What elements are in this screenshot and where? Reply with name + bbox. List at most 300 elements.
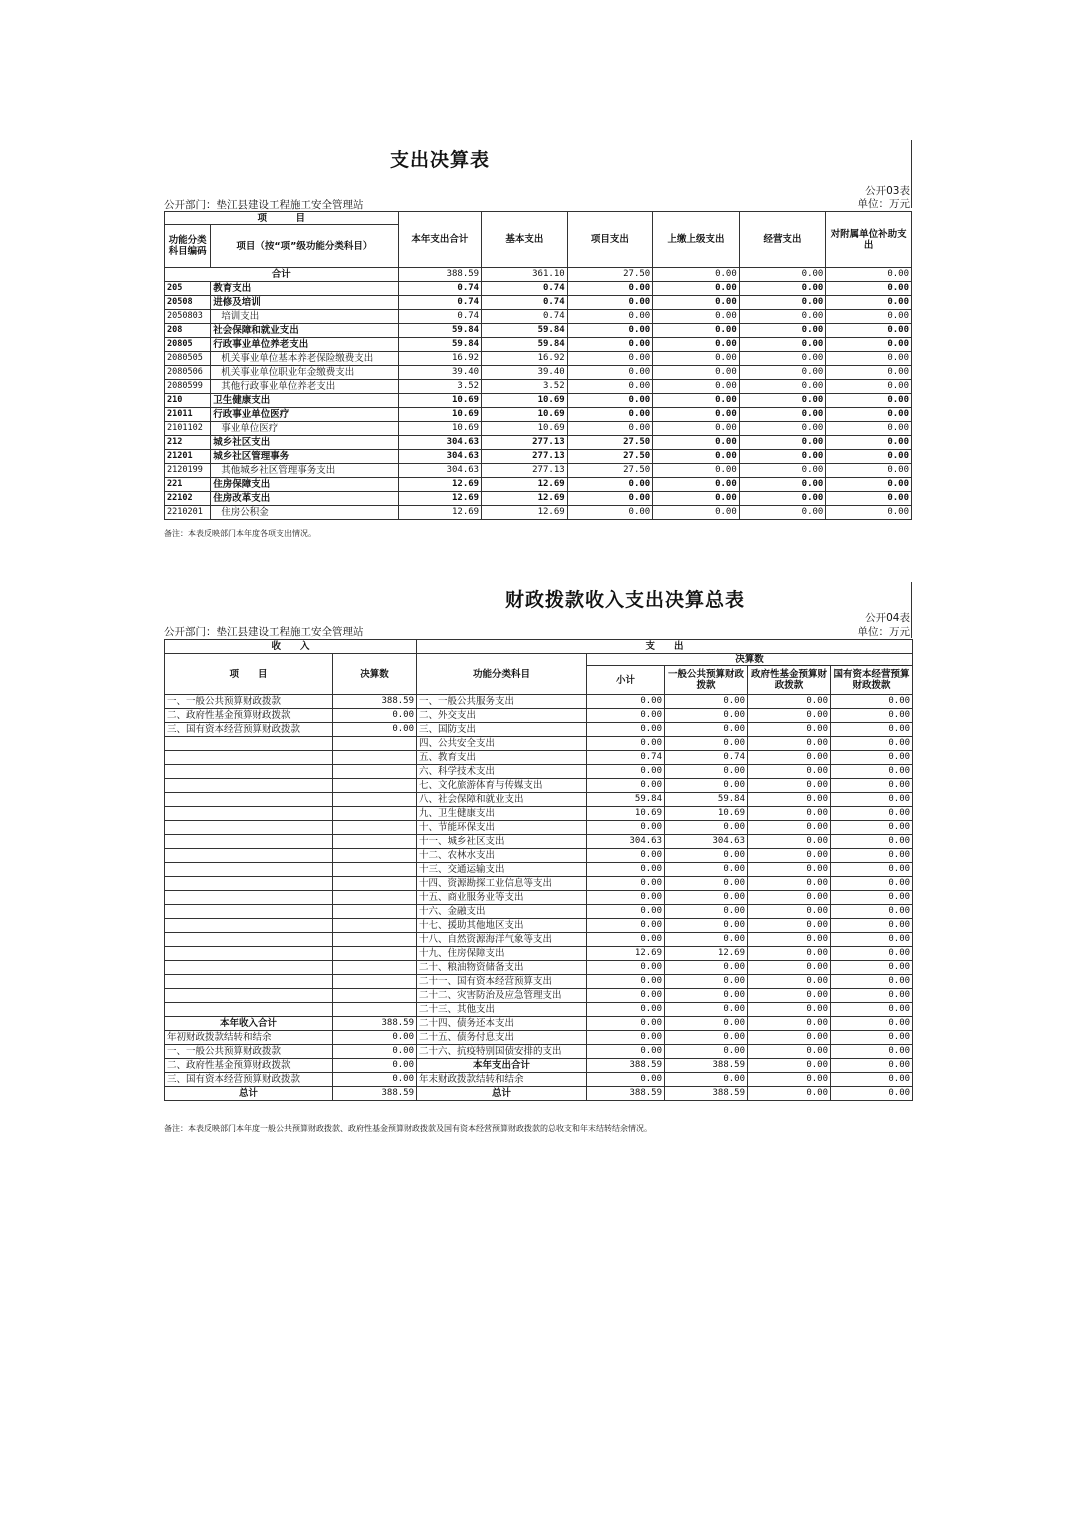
- income-value: 0.00: [333, 1045, 417, 1059]
- table3-note: 备注：本表反映部门本年度各项支出情况。: [164, 529, 316, 538]
- cell: 388.59: [587, 1087, 665, 1101]
- cell: 0.00: [653, 352, 740, 366]
- cell: 0.00: [587, 849, 665, 863]
- row-name: 事业单位医疗: [211, 422, 398, 436]
- table-row: [165, 1045, 913, 1059]
- cell: 0.00: [587, 1017, 665, 1031]
- table-row: [165, 793, 913, 807]
- cell: 0.00: [567, 338, 653, 352]
- cell: 0.00: [748, 849, 831, 863]
- cell: 0.00: [587, 765, 665, 779]
- cell: 59.84: [587, 793, 665, 807]
- cell: 0.00: [653, 422, 740, 436]
- cell: 0.00: [831, 961, 913, 975]
- cell: 277.13: [482, 436, 568, 450]
- cell: 0.00: [748, 835, 831, 849]
- cell: 0.74: [665, 751, 748, 765]
- cell: 0.00: [748, 877, 831, 891]
- page-edge-line: [911, 582, 912, 638]
- income-item: 三、国有资本经营预算财政拨款: [165, 1073, 333, 1087]
- cell: 0.74: [482, 310, 568, 324]
- row-code: 22102: [165, 492, 211, 506]
- income-value: [333, 821, 417, 835]
- cell: 0.00: [831, 807, 913, 821]
- table4-unit: 单位：万元: [857, 626, 910, 638]
- income-item: [165, 751, 333, 765]
- cell: 0.00: [831, 1073, 913, 1087]
- header-income: 收 入: [165, 640, 417, 654]
- cell: 0.74: [482, 282, 568, 296]
- income-item: 三、国有资本经营预算财政拨款: [165, 723, 333, 737]
- cell: 0.00: [567, 422, 653, 436]
- cell: 3.52: [482, 380, 568, 394]
- table-row: [165, 282, 912, 296]
- row-name: 城乡社区管理事务: [211, 450, 398, 464]
- table-row: [165, 478, 912, 492]
- expense-item: 六、科学技术支出: [417, 765, 587, 779]
- cell: 0.00: [831, 1017, 913, 1031]
- expenditure-table: [164, 211, 912, 520]
- cell: 0.00: [587, 709, 665, 723]
- cell: 0.00: [587, 695, 665, 709]
- cell: 0.00: [665, 989, 748, 1003]
- expense-item: 十八、自然资源海洋气象等支出: [417, 933, 587, 947]
- cell: 361.10: [482, 268, 568, 282]
- cell: 0.00: [826, 492, 912, 506]
- cell: 0.74: [587, 751, 665, 765]
- cell: 304.63: [665, 835, 748, 849]
- cell: 0.00: [748, 695, 831, 709]
- income-item: [165, 933, 333, 947]
- cell: 0.00: [831, 891, 913, 905]
- income-value: [333, 793, 417, 807]
- expense-item: 二、外交支出: [417, 709, 587, 723]
- cell: 0.00: [831, 779, 913, 793]
- income-item: [165, 1003, 333, 1017]
- cell: 0.00: [587, 933, 665, 947]
- cell: 12.69: [482, 492, 568, 506]
- table-row: [165, 1003, 913, 1017]
- cell: 0.00: [665, 919, 748, 933]
- cell: 0.00: [739, 366, 826, 380]
- income-value: [333, 905, 417, 919]
- cell: 0.00: [665, 821, 748, 835]
- table-row: [165, 975, 913, 989]
- table-row: [165, 765, 913, 779]
- cell: 0.00: [748, 751, 831, 765]
- row-code: 205: [165, 282, 211, 296]
- cell: 0.00: [739, 324, 826, 338]
- expense-item: 总计: [417, 1087, 587, 1101]
- row-code: 2101102: [165, 422, 211, 436]
- row-code: 2120199: [165, 464, 211, 478]
- row-code: 21011: [165, 408, 211, 422]
- cell: 0.00: [831, 765, 913, 779]
- table4-dept: 公开部门：垫江县建设工程施工安全管理站: [164, 626, 364, 638]
- table-row: [165, 324, 912, 338]
- expense-item: 十三、交通运输支出: [417, 863, 587, 877]
- cell: 0.00: [826, 506, 912, 520]
- header-basic: 基本支出: [482, 212, 568, 268]
- cell: 0.00: [748, 807, 831, 821]
- income-item: [165, 961, 333, 975]
- expense-item: 二十二、灾害防治及应急管理支出: [417, 989, 587, 1003]
- cell: 16.92: [482, 352, 568, 366]
- header-project: 项 目: [165, 212, 399, 225]
- income-value: [333, 863, 417, 877]
- cell: 0.00: [748, 1003, 831, 1017]
- cell: 0.00: [748, 919, 831, 933]
- header-subsidy: 对附属单位补助支出: [826, 212, 912, 268]
- income-value: 0.00: [333, 723, 417, 737]
- cell: 0.00: [739, 380, 826, 394]
- header-fund: 政府性基金预算财政拨款: [748, 666, 831, 695]
- cell: 12.69: [665, 947, 748, 961]
- header-general: 一般公共预算财政拨款: [665, 666, 748, 695]
- expense-item: 十一、城乡社区支出: [417, 835, 587, 849]
- cell: 59.84: [665, 793, 748, 807]
- income-item: [165, 765, 333, 779]
- cell: 0.00: [831, 751, 913, 765]
- cell: 0.00: [748, 709, 831, 723]
- cell: 0.00: [653, 380, 740, 394]
- table-row: [165, 933, 913, 947]
- cell: 0.00: [653, 492, 740, 506]
- cell: 12.69: [587, 947, 665, 961]
- table4-note: 备注：本表反映部门本年度一般公共预算财政拨款、政府性基金预算财政拨款及国有资本经营预算财政拨款的总收支和年末结转结余情况。: [164, 1124, 652, 1133]
- income-value: [333, 919, 417, 933]
- cell: 388.59: [398, 268, 482, 282]
- cell: 0.00: [739, 464, 826, 478]
- cell: 0.00: [748, 1017, 831, 1031]
- header-amount: 决算数: [333, 654, 417, 695]
- cell: 0.00: [739, 282, 826, 296]
- cell: 0.00: [567, 394, 653, 408]
- header-func: 功能分类科目: [417, 654, 587, 695]
- table-row: [165, 947, 913, 961]
- cell: 10.69: [665, 807, 748, 821]
- cell: 59.84: [482, 338, 568, 352]
- cell: 0.00: [826, 324, 912, 338]
- cell: 0.00: [665, 723, 748, 737]
- table-row: [165, 422, 912, 436]
- cell: 0.00: [587, 723, 665, 737]
- table-row: [165, 310, 912, 324]
- cell: 0.00: [587, 989, 665, 1003]
- row-name: 机关事业单位基本养老保险缴费支出: [211, 352, 398, 366]
- cell: 0.00: [739, 394, 826, 408]
- cell: 0.00: [826, 436, 912, 450]
- cell: 0.00: [665, 849, 748, 863]
- row-name: 行政事业单位养老支出: [211, 338, 398, 352]
- cell: 0.00: [587, 891, 665, 905]
- cell: 0.74: [482, 296, 568, 310]
- cell: 0.00: [826, 282, 912, 296]
- cell: 0.00: [739, 478, 826, 492]
- income-item: 二、政府性基金预算财政拨款: [165, 709, 333, 723]
- expense-item: 二十四、债务还本支出: [417, 1017, 587, 1031]
- expense-item: 十九、住房保障支出: [417, 947, 587, 961]
- income-item: 总计: [165, 1087, 333, 1101]
- expense-item: 十五、商业服务业等支出: [417, 891, 587, 905]
- table-row: [165, 394, 912, 408]
- cell: 0.00: [665, 1003, 748, 1017]
- cell: 0.00: [831, 1045, 913, 1059]
- row-name: 培训支出: [211, 310, 398, 324]
- cell: 0.00: [831, 947, 913, 961]
- income-value: 0.00: [333, 1073, 417, 1087]
- income-item: [165, 863, 333, 877]
- table-row: [165, 919, 913, 933]
- table-row: [165, 1031, 913, 1045]
- cell: 0.00: [653, 408, 740, 422]
- cell: 0.00: [826, 296, 912, 310]
- cell: 12.69: [398, 506, 482, 520]
- row-name: 教育支出: [211, 282, 398, 296]
- income-item: [165, 807, 333, 821]
- header-code: 功能分类科目编码: [165, 225, 211, 268]
- cell: 0.00: [831, 849, 913, 863]
- total-label: 合计: [165, 268, 399, 282]
- expense-item: 一、一般公共服务支出: [417, 695, 587, 709]
- expense-item: 三、国防支出: [417, 723, 587, 737]
- income-item: [165, 975, 333, 989]
- expense-item: 年末财政拨款结转和结余: [417, 1073, 587, 1087]
- cell: 0.00: [665, 695, 748, 709]
- income-value: [333, 849, 417, 863]
- cell: 0.00: [653, 394, 740, 408]
- table-row: [165, 905, 913, 919]
- row-code: 2210201: [165, 506, 211, 520]
- income-value: 388.59: [333, 1017, 417, 1031]
- expense-item: 四、公共安全支出: [417, 737, 587, 751]
- income-value: [333, 737, 417, 751]
- income-item: 一、一般公共预算财政拨款: [165, 695, 333, 709]
- cell: 0.00: [739, 450, 826, 464]
- cell: 0.00: [567, 506, 653, 520]
- cell: 0.74: [398, 296, 482, 310]
- cell: 16.92: [398, 352, 482, 366]
- cell: 0.00: [653, 478, 740, 492]
- table-row: [165, 961, 913, 975]
- cell: 0.00: [567, 296, 653, 310]
- income-item: [165, 989, 333, 1003]
- income-value: 388.59: [333, 695, 417, 709]
- cell: 388.59: [665, 1087, 748, 1101]
- cell: 0.00: [748, 821, 831, 835]
- cell: 0.00: [665, 975, 748, 989]
- table-row: [165, 709, 913, 723]
- cell: 0.00: [831, 919, 913, 933]
- income-item: [165, 905, 333, 919]
- header-item: 项 目: [165, 654, 333, 695]
- table-row: [165, 380, 912, 394]
- cell: 0.00: [826, 450, 912, 464]
- row-name: 行政事业单位医疗: [211, 408, 398, 422]
- cell: 0.00: [831, 821, 913, 835]
- header-project-exp: 项目支出: [567, 212, 653, 268]
- table-row: [165, 1073, 913, 1087]
- row-name: 住房保障支出: [211, 478, 398, 492]
- expense-item: 十二、农林水支出: [417, 849, 587, 863]
- table-row: [165, 338, 912, 352]
- cell: 0.00: [831, 863, 913, 877]
- cell: 0.00: [653, 310, 740, 324]
- cell: 0.00: [587, 961, 665, 975]
- table-row: [165, 863, 913, 877]
- cell: 10.69: [398, 422, 482, 436]
- cell: 0.00: [748, 723, 831, 737]
- table-row: [165, 352, 912, 366]
- income-item: [165, 737, 333, 751]
- cell: 10.69: [482, 408, 568, 422]
- table-row: [165, 989, 913, 1003]
- expense-item: 十七、援助其他地区支出: [417, 919, 587, 933]
- cell: 0.00: [831, 737, 913, 751]
- cell: 0.00: [653, 268, 740, 282]
- cell: 304.63: [398, 450, 482, 464]
- income-value: 0.00: [333, 1059, 417, 1073]
- cell: 59.84: [482, 324, 568, 338]
- cell: 0.00: [748, 1059, 831, 1073]
- cell: 10.69: [398, 408, 482, 422]
- cell: 0.00: [587, 1031, 665, 1045]
- cell: 0.00: [665, 779, 748, 793]
- header-upper: 上缴上级支出: [653, 212, 740, 268]
- cell: 0.00: [831, 1003, 913, 1017]
- cell: 0.00: [567, 380, 653, 394]
- cell: 0.00: [739, 422, 826, 436]
- cell: 0.00: [587, 975, 665, 989]
- income-item: 二、政府性基金预算财政拨款: [165, 1059, 333, 1073]
- table4-title: 财政拨款收入支出决算总表: [504, 589, 745, 611]
- table-row: [165, 779, 913, 793]
- table-row: [165, 751, 913, 765]
- cell: 0.00: [831, 905, 913, 919]
- cell: 0.00: [748, 933, 831, 947]
- cell: 0.00: [831, 835, 913, 849]
- cell: 277.13: [482, 450, 568, 464]
- cell: 0.00: [653, 296, 740, 310]
- cell: 0.00: [587, 877, 665, 891]
- cell: 0.74: [398, 282, 482, 296]
- cell: 59.84: [398, 324, 482, 338]
- cell: 12.69: [482, 506, 568, 520]
- cell: 0.00: [739, 436, 826, 450]
- income-item: 本年收入合计: [165, 1017, 333, 1031]
- cell: 27.50: [567, 464, 653, 478]
- table-row: [165, 723, 913, 737]
- income-item: [165, 919, 333, 933]
- income-value: [333, 877, 417, 891]
- income-value: [333, 975, 417, 989]
- cell: 0.00: [831, 695, 913, 709]
- cell: 0.00: [653, 506, 740, 520]
- income-value: 0.00: [333, 1031, 417, 1045]
- table-row: [165, 450, 912, 464]
- cell: 0.00: [831, 1059, 913, 1073]
- row-code: 2050803: [165, 310, 211, 324]
- cell: 0.00: [826, 366, 912, 380]
- cell: 0.00: [567, 408, 653, 422]
- cell: 304.63: [398, 464, 482, 478]
- table3-dept: 公开部门：垫江县建设工程施工安全管理站: [164, 199, 364, 211]
- cell: 0.00: [826, 268, 912, 282]
- row-name: 其他城乡社区管理事务支出: [211, 464, 398, 478]
- cell: 0.00: [826, 380, 912, 394]
- cell: 0.00: [567, 352, 653, 366]
- row-name: 卫生健康支出: [211, 394, 398, 408]
- income-item: [165, 835, 333, 849]
- income-value: [333, 961, 417, 975]
- table4-form-no: 公开04表: [865, 612, 910, 624]
- cell: 10.69: [482, 394, 568, 408]
- cell: 0.00: [748, 793, 831, 807]
- cell: 0.00: [739, 408, 826, 422]
- cell: 0.00: [653, 282, 740, 296]
- cell: 0.00: [748, 863, 831, 877]
- cell: 0.00: [665, 1017, 748, 1031]
- table-row: [165, 821, 913, 835]
- cell: 277.13: [482, 464, 568, 478]
- row-name: 社会保障和就业支出: [211, 324, 398, 338]
- cell: 0.00: [831, 933, 913, 947]
- expense-item: 九、卫生健康支出: [417, 807, 587, 821]
- cell: 0.00: [748, 1031, 831, 1045]
- expense-item: 五、教育支出: [417, 751, 587, 765]
- header-subtotal: 小计: [587, 666, 665, 695]
- row-code: 20508: [165, 296, 211, 310]
- cell: 0.00: [567, 310, 653, 324]
- cell: 0.00: [748, 989, 831, 1003]
- income-item: [165, 793, 333, 807]
- cell: 0.00: [748, 1045, 831, 1059]
- expense-item: 二十、粮油物资储备支出: [417, 961, 587, 975]
- header-name: 项目（按“项”级功能分类科目）: [211, 225, 398, 268]
- table-row: [165, 1059, 913, 1073]
- cell: 0.00: [587, 1045, 665, 1059]
- table-row: [165, 506, 912, 520]
- cell: 12.69: [398, 492, 482, 506]
- cell: 0.00: [587, 919, 665, 933]
- cell: 0.00: [826, 408, 912, 422]
- cell: 0.00: [567, 366, 653, 380]
- table-row: [165, 296, 912, 310]
- income-value: [333, 765, 417, 779]
- cell: 0.00: [567, 492, 653, 506]
- cell: 0.00: [748, 975, 831, 989]
- cell: 304.63: [398, 436, 482, 450]
- cell: 0.00: [826, 478, 912, 492]
- fiscal-summary-table: [164, 639, 913, 1101]
- cell: 0.00: [665, 961, 748, 975]
- income-item: [165, 821, 333, 835]
- table-row: [165, 807, 913, 821]
- cell: 0.00: [587, 737, 665, 751]
- cell: 0.00: [748, 1073, 831, 1087]
- header-business: 经营支出: [739, 212, 826, 268]
- table-row: [165, 849, 913, 863]
- income-item: [165, 779, 333, 793]
- row-name: 机关事业单位职业年金缴费支出: [211, 366, 398, 380]
- table-row: [165, 464, 912, 478]
- cell: 10.69: [587, 807, 665, 821]
- row-name: 城乡社区支出: [211, 436, 398, 450]
- table-row: [165, 1017, 913, 1031]
- table-row: [165, 877, 913, 891]
- row-code: 21201: [165, 450, 211, 464]
- cell: 0.00: [748, 779, 831, 793]
